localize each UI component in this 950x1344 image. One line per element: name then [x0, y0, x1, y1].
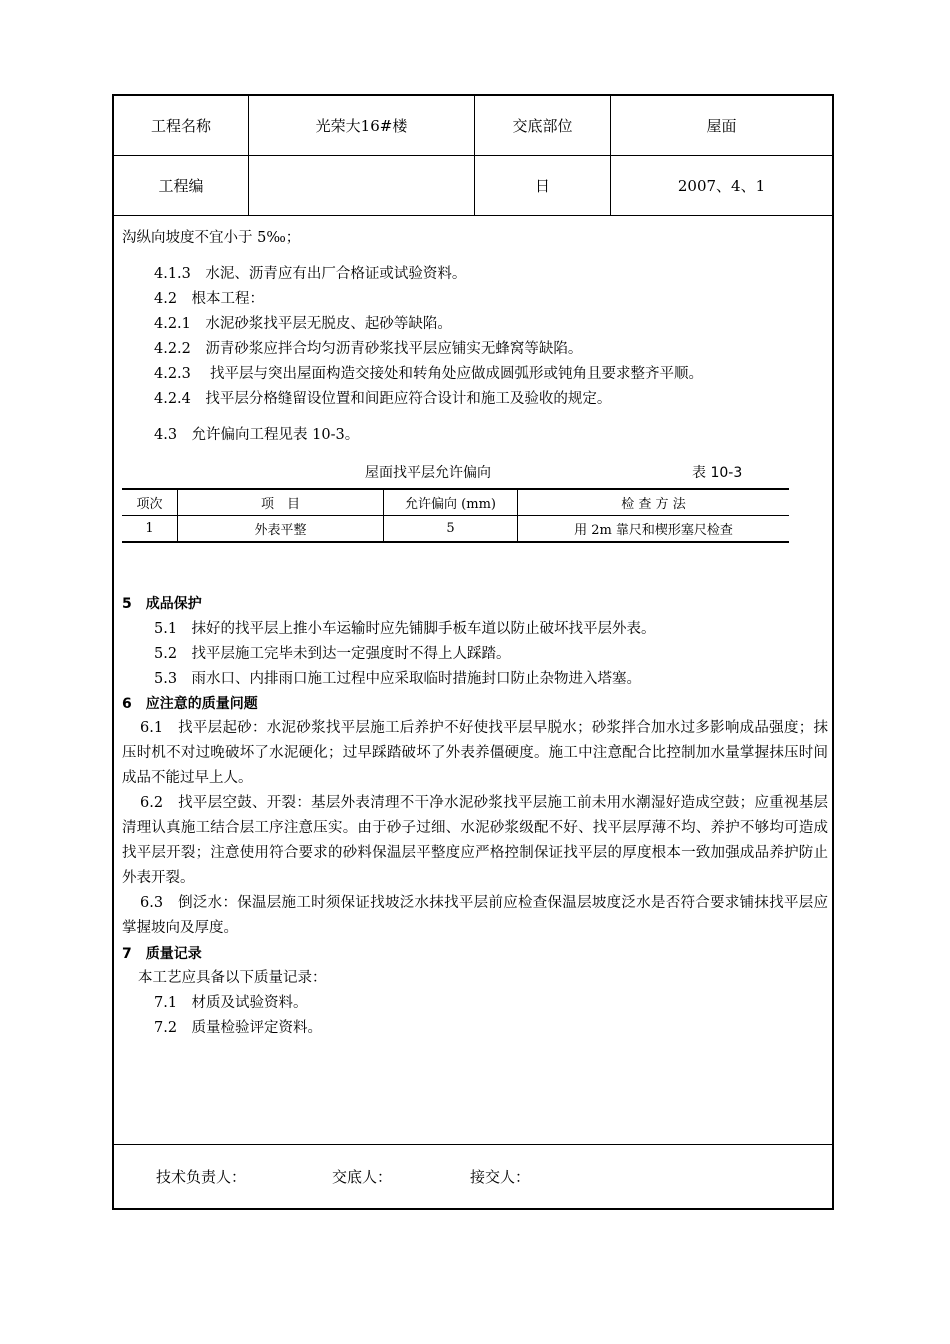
- project-name-label: 工程名称: [114, 96, 249, 155]
- section-7-item-1: 7.1 材质及试验资料。: [154, 995, 308, 1011]
- body-item-4-3: 4.3 允许偏向工程见表 10-3。: [154, 427, 360, 443]
- section-7-title: 7 质量记录: [122, 946, 202, 962]
- section-6-para-3: 6.3 倒泛水：保温层施工时须保证找坡泛水抹找平层前应检查保温层坡度泛水是否符合要求铺抹找平层应掌握坡向及厚度。: [122, 895, 828, 936]
- body-item-4-2-1: 4.2.1 水泥砂浆找平层无脱皮、起砂等缺陷。: [154, 316, 452, 332]
- section-5-item-2: 5.2 找平层施工完毕未到达一定强度时不得上人踩踏。: [154, 646, 511, 662]
- tech-lead-label: 技术负责人：: [156, 1168, 247, 1186]
- table-header-cell: 检 查 方 法: [518, 489, 790, 516]
- discloser-label: 交底人：: [332, 1168, 393, 1186]
- table-cell: 5: [384, 516, 518, 543]
- table-cell: 1: [122, 516, 178, 543]
- section-6-title: 6 应注意的质量问题: [122, 696, 258, 712]
- table-row: [122, 516, 789, 543]
- section-6-para-2: 6.2 找平层空鼓、开裂：基层外表清理不干净水泥砂浆找平层施工前未用水潮湿好造成空鼓；应重视基层清理认真施工结合层工序注意压实。由于砂子过细、水泥砂浆级配不好、找平层厚薄不均、养护不够均可造成找平层开裂；注意使用符合要求的砂料保温层平整度应严格控制保证找平层的厚度根本一致加强成品养护防止外表开裂。: [122, 795, 828, 886]
- body-item-4-2-2: 4.2.2 沥青砂浆应拌合均匀沥青砂浆找平层应铺实无蜂窝等缺陷。: [154, 341, 583, 357]
- body-item-4-1-3: 4.1.3 水泥、沥青应有出厂合格证或试验资料。: [154, 266, 467, 282]
- header-row-1: [114, 96, 832, 156]
- table-number: 表 10-3: [692, 465, 743, 481]
- table-cell: 用 2m 靠尺和楔形塞尺检查: [518, 516, 790, 543]
- section-7-intro: 本工艺应具备以下质量记录：: [138, 970, 327, 986]
- project-no-label: 工程编: [114, 155, 249, 215]
- section-6-para-1: 6.1 找平层起砂：水泥砂浆找平层施工后养护不好使找平层早脱水；砂浆拌合加水过多影响成品强度；抹压时机不对过晚破坏了水泥硬化；过早踩踏破坏了外表养僵硬度。施工中注意配合比控制加水量掌握抹压时间成品不能过早上人。: [122, 720, 828, 786]
- table-title: 屋面找平层允许偏向: [365, 465, 491, 481]
- section-5-item-1: 5.1 抹好的找平层上推小车运输时应先铺脚手板车道以防止破坏找平层外表。: [154, 621, 656, 637]
- location-value: 屋面: [706, 117, 737, 135]
- header-row-2: [114, 155, 832, 216]
- deviation-table: [122, 488, 789, 543]
- date-label: 日: [475, 155, 611, 215]
- table-header-row: [122, 489, 789, 516]
- date-value: 2007、4、1: [677, 176, 766, 195]
- body-line-slope: 沟纵向坡度不宜小于 5‰；: [122, 230, 301, 246]
- table-header-cell: 项次: [122, 489, 178, 516]
- section-5-item-3: 5.3 雨水口、内排雨口施工过程中应采取临时措施封口防止杂物进入塔塞。: [154, 671, 642, 687]
- location-label: 交底部位: [475, 96, 611, 155]
- section-5-title: 5 成品保护: [122, 596, 202, 612]
- section-7-item-2: 7.2 质量检验评定资料。: [154, 1020, 323, 1036]
- body-item-4-2: 4.2 根本工程：: [154, 291, 265, 307]
- project-no-value: [249, 155, 475, 215]
- table-cell: 外表平整: [178, 516, 384, 543]
- body-item-4-2-4: 4.2.4 找平层分格缝留设位置和间距应符合设计和施工及验收的规定。: [154, 391, 612, 407]
- table-header-cell: 允许偏向 (mm): [384, 489, 518, 516]
- receiver-label: 接交人：: [470, 1168, 531, 1186]
- body-item-4-2-3: 4.2.3 找平层与突出屋面构造交接处和转角处应做成圆弧形或钝角且要求整齐平顺。: [154, 366, 704, 382]
- table-header-cell: 项 目: [178, 489, 384, 516]
- project-name-value: 光荣大16#楼: [249, 96, 475, 155]
